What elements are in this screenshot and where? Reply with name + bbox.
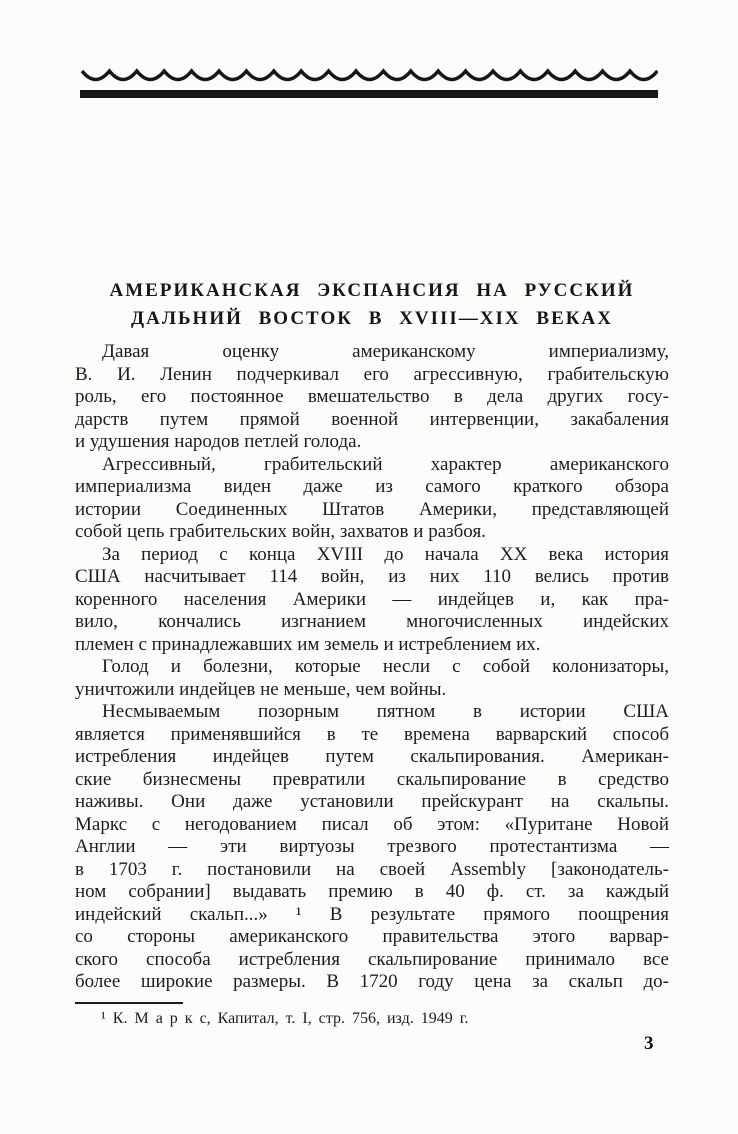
paragraph (75, 454, 669, 544)
paragraph (75, 656, 669, 701)
chapter-title-line-2: ДАЛЬНИЙ ВОСТОК В XVIII—XIX ВЕКАХ (131, 308, 613, 329)
text-line: Голод и болезни, которые несли с собой колонизаторы, (102, 656, 669, 677)
text-line: За период с конца XVIII до начала XX века история (102, 543, 669, 565)
text-line: более широкие размеры. В 1720 году цена за скальп до- (75, 971, 669, 992)
text-line: Давая оценку американскому империализму, (102, 341, 669, 362)
text-line: индейский скальп...» ¹ В результате прямого поощрения (75, 903, 669, 925)
text-line: В. И. Ленин подчеркивал его агрессивную, грабительскую (75, 363, 669, 385)
paragraph (75, 544, 669, 657)
body-text (75, 341, 669, 994)
paragraph (75, 341, 669, 454)
footnote-separator (75, 1002, 183, 1004)
text-line: роль, его постоянное вмешательство в дела других госу- (75, 386, 669, 407)
text-line: ном собрании] выдавать премию в 40 ф. ст. за каждый (75, 881, 669, 902)
text-line: коренного населения Америки — индейцев и, как пра- (75, 588, 669, 610)
text-line: Агрессивный, грабительский характер американского (102, 453, 669, 475)
text-line: вило, кончались изгнанием многочисленных индейских (75, 611, 669, 632)
text-line: Англии — эти виртуозы трезвого протестантизма — (75, 836, 669, 857)
text-line: является применявшийся в те времена варварский способ (75, 723, 669, 745)
wave-ornament-icon (80, 66, 658, 100)
page-number: 3 (644, 1033, 654, 1054)
text-line: в 1703 г. постановили на своей Assembly [законодатель- (75, 858, 669, 880)
text-line: племен с принадлежавших им земель и истреблением их. (75, 633, 541, 655)
text-line: со стороны американского правительства этого варвар- (75, 926, 669, 947)
text-line: наживы. Они даже установили прейскурант на скальпы. (75, 791, 669, 812)
footnote-text: ¹ К. М а р к с, Капитал, т. I, стр. 756, изд. 1949 г. (101, 1010, 469, 1027)
text-line: Маркс с негодованием писал об этом: «Пуритане Новой (75, 813, 669, 835)
footnote (75, 1009, 669, 1029)
text-line: собой цепь грабительских войн, захватов и разбоя. (75, 521, 486, 542)
chapter-title (75, 277, 669, 333)
text-line: и удушения народов петлей голода. (75, 431, 362, 452)
chapter-title-line-1: АМЕРИКАНСКАЯ ЭКСПАНСИЯ НА РУССКИЙ (109, 280, 635, 301)
text-line: США насчитывает 114 войн, из них 110 велись против (75, 566, 669, 587)
text-line: уничтожили индейцев не меньше, чем войны. (75, 678, 447, 700)
text-line: дарств путем прямой военной интервенции, закабаления (75, 408, 669, 430)
text-line: ские бизнесмены превратили скальпирование в средство (75, 768, 669, 790)
text-line: истребления индейцев путем скальпирования. Американ- (75, 746, 669, 767)
text-line: истории Соединенных Штатов Америки, представляющей (75, 498, 669, 520)
text-line: ского способа истребления скальпирование принимало все (75, 948, 669, 970)
text-line: империализма виден даже из самого краткого обзора (75, 476, 669, 497)
paragraph (75, 701, 669, 994)
text-line: Несмываемым позорным пятном в истории США (102, 701, 669, 722)
